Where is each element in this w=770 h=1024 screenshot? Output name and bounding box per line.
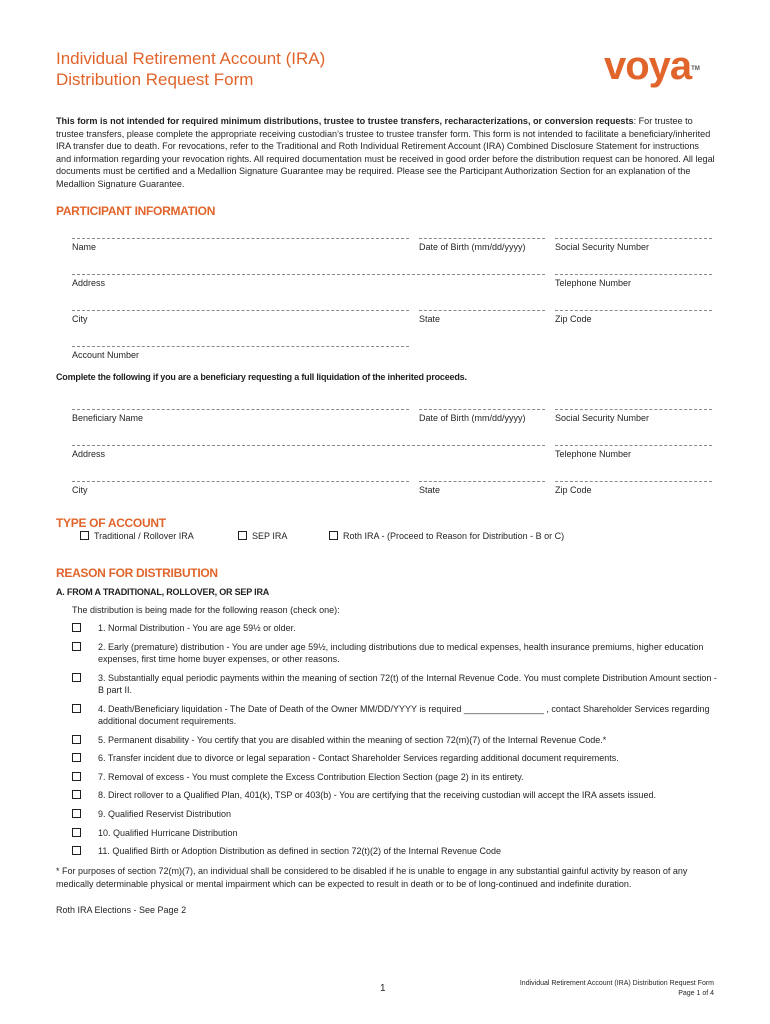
reason-heading: REASON FOR DISTRIBUTION (56, 566, 218, 580)
participant-dob-field[interactable] (419, 238, 545, 252)
beneficiary-ssn-field[interactable] (555, 409, 712, 423)
account-type-sep[interactable] (238, 531, 287, 541)
checkbox[interactable] (72, 790, 81, 799)
label: 5. Permanent disability - You certify that you are disabled within the meaning of section 72(m)(7) of the Internal Revenue Code.* (98, 735, 607, 745)
beneficiary-name-field[interactable] (72, 409, 409, 423)
reason-item-9[interactable] (72, 808, 722, 820)
account-type-heading: TYPE OF ACCOUNT (56, 516, 166, 530)
label: 1. Normal Distribution - You are age 59½ or older. (98, 623, 296, 633)
label: Date of Birth (mm/dd/yyyy) (419, 413, 526, 423)
label: Social Security Number (555, 413, 650, 423)
roth-elections-note: Roth IRA Elections - See Page 2 (56, 905, 187, 915)
label: Social Security Number (555, 242, 650, 252)
label: Address (72, 449, 106, 459)
reason-lead: The distribution is being made for the following reason (check one): (72, 605, 340, 615)
label: State (419, 485, 441, 495)
checkbox[interactable] (72, 809, 81, 818)
label: 8. Direct rollover to a Qualified Plan, 401(k), TSP or 403(b) - You are certifying that the receiving custodian will accept the IRA assets issued. (98, 790, 656, 800)
checkbox[interactable] (72, 846, 81, 855)
beneficiary-zip-field[interactable] (555, 481, 712, 495)
participant-heading: PARTICIPANT INFORMATION (56, 204, 216, 218)
label: Roth IRA - (Proceed to Reason for Distribution - B or C) (343, 531, 565, 541)
label: 7. Removal of excess - You must complete the Excess Contribution Election Section (page 2) in its entirety. (98, 772, 524, 782)
reason-item-11[interactable] (72, 845, 722, 857)
form-title-line2: Distribution Request Form (56, 70, 254, 89)
reason-item-7[interactable] (72, 771, 722, 783)
logo-tm: TM (691, 66, 700, 72)
label: Beneficiary Name (72, 413, 144, 423)
checkbox[interactable] (72, 623, 81, 632)
beneficiary-instruction: Complete the following if you are a beneficiary requesting a full liquidation of the inherited proceeds. (56, 372, 467, 382)
footer-form-name: Individual Retirement Account (IRA) Distribution Request Form (519, 980, 714, 987)
reason-subheading: A. FROM A TRADITIONAL, ROLLOVER, OR SEP IRA (56, 587, 270, 597)
participant-name-field[interactable] (72, 238, 409, 252)
participant-state-field[interactable] (419, 310, 545, 324)
beneficiary-city-field[interactable] (72, 481, 409, 495)
footer-page-of: Page 1 of 4 (678, 990, 714, 997)
participant-phone-field[interactable] (555, 274, 712, 288)
checkbox[interactable] (72, 753, 81, 762)
label: 10. Qualified Hurricane Distribution (98, 828, 238, 838)
participant-city-field[interactable] (72, 310, 409, 324)
label: Account Number (72, 350, 140, 360)
checkbox[interactable] (238, 531, 247, 540)
beneficiary-phone-field[interactable] (555, 445, 712, 459)
reason-item-10[interactable] (72, 827, 722, 839)
label: City (72, 314, 88, 324)
disability-footnote: * For purposes of section 72(m)(7), an individual shall be considered to be disabled if he is unable to engage in any substantial gainful activity by reason of any medically determinable physical or mental impairment which can be expected to result in death or to be of long-continued and indefinite duration. (56, 866, 688, 889)
intro-bold: This form is not intended for required minimum distributions, trustee to trustee transfers, recharacterizations, or conversion requests (56, 116, 634, 126)
label: State (419, 314, 441, 324)
page-number: 1 (380, 983, 386, 994)
checkbox[interactable] (72, 642, 81, 651)
label: Address (72, 278, 106, 288)
label: Zip Code (555, 314, 592, 324)
label: 11. Qualified Birth or Adoption Distribution as defined in section 72(t)(2) of the Internal Revenue Code (98, 846, 502, 856)
label: Name (72, 242, 97, 252)
label: Zip Code (555, 485, 592, 495)
label: Telephone Number (555, 278, 632, 288)
checkbox[interactable] (72, 828, 81, 837)
checkbox[interactable] (80, 531, 89, 540)
reason-item-3[interactable] (72, 672, 722, 696)
label: Date of Birth (mm/dd/yyyy) (419, 242, 526, 252)
label: Traditional / Rollover IRA (94, 531, 194, 541)
label: SEP IRA (252, 531, 288, 541)
label: 6. Transfer incident due to divorce or legal separation - Contact Shareholder Services regarding additional document requirements. (98, 753, 619, 763)
label: Telephone Number (555, 449, 632, 459)
participant-account-field[interactable] (72, 346, 409, 360)
label: 4. Death/Beneficiary liquidation - The Date of Death of the Owner MM/DD/YYYY is required ________________ , contact Shareholder Services regarding additional document requirements. (98, 704, 710, 726)
label: 3. Substantially equal periodic payments within the meaning of section 72(t) of the Internal Revenue Code. You must complete Distribution Amount section - B part II. (98, 673, 717, 695)
beneficiary-state-field[interactable] (419, 481, 545, 495)
logo-text: voya (604, 44, 692, 88)
beneficiary-address-field[interactable] (72, 445, 545, 459)
page-footer (520, 979, 714, 999)
form-title-line1: Individual Retirement Account (IRA) (56, 49, 326, 68)
label: City (72, 485, 88, 495)
account-type-traditional[interactable] (80, 531, 194, 541)
form-title (56, 48, 325, 90)
intro-paragraph (56, 115, 716, 191)
checkbox[interactable] (72, 735, 81, 744)
reason-item-8[interactable] (72, 789, 722, 801)
account-type-roth[interactable] (329, 531, 564, 541)
voya-logo (604, 44, 700, 89)
reason-item-1[interactable] (72, 622, 722, 634)
participant-zip-field[interactable] (555, 310, 712, 324)
reason-item-6[interactable] (72, 752, 722, 764)
reason-item-4[interactable] (72, 703, 722, 727)
checkbox[interactable] (72, 673, 81, 682)
label: 2. Early (premature) distribution - You are under age 59½, including distributions due to medical expenses, health insurance premiums, higher education expenses, first time home buyer expenses, or other reasons. (98, 642, 704, 664)
checkbox[interactable] (72, 704, 81, 713)
label: 9. Qualified Reservist Distribution (98, 809, 232, 819)
checkbox[interactable] (329, 531, 338, 540)
participant-ssn-field[interactable] (555, 238, 712, 252)
reason-item-2[interactable] (72, 641, 722, 665)
beneficiary-dob-field[interactable] (419, 409, 545, 423)
reason-item-5[interactable] (72, 734, 722, 746)
checkbox[interactable] (72, 772, 81, 781)
participant-address-field[interactable] (72, 274, 545, 288)
intro-rest: : For trustee to trustee transfers, please complete the appropriate receiving custodian’s trustee to trustee transfer form. This form is not intended to facilitate a beneficiary/inherited IRA transfer due to death. For revocations, refer to the Traditional and Roth Individual Retirement Account (IRA) Combined Disclosure Statement for instructions and information regarding your revocation rights. All required documentation must be received in good order before the distribution request can be honored. All legal documents must be certified and a Medallion Signature Guarantee may be required. Please see the Participant Authorization Section for an explanation of the Medallion Signature Guarantee. (56, 116, 715, 189)
